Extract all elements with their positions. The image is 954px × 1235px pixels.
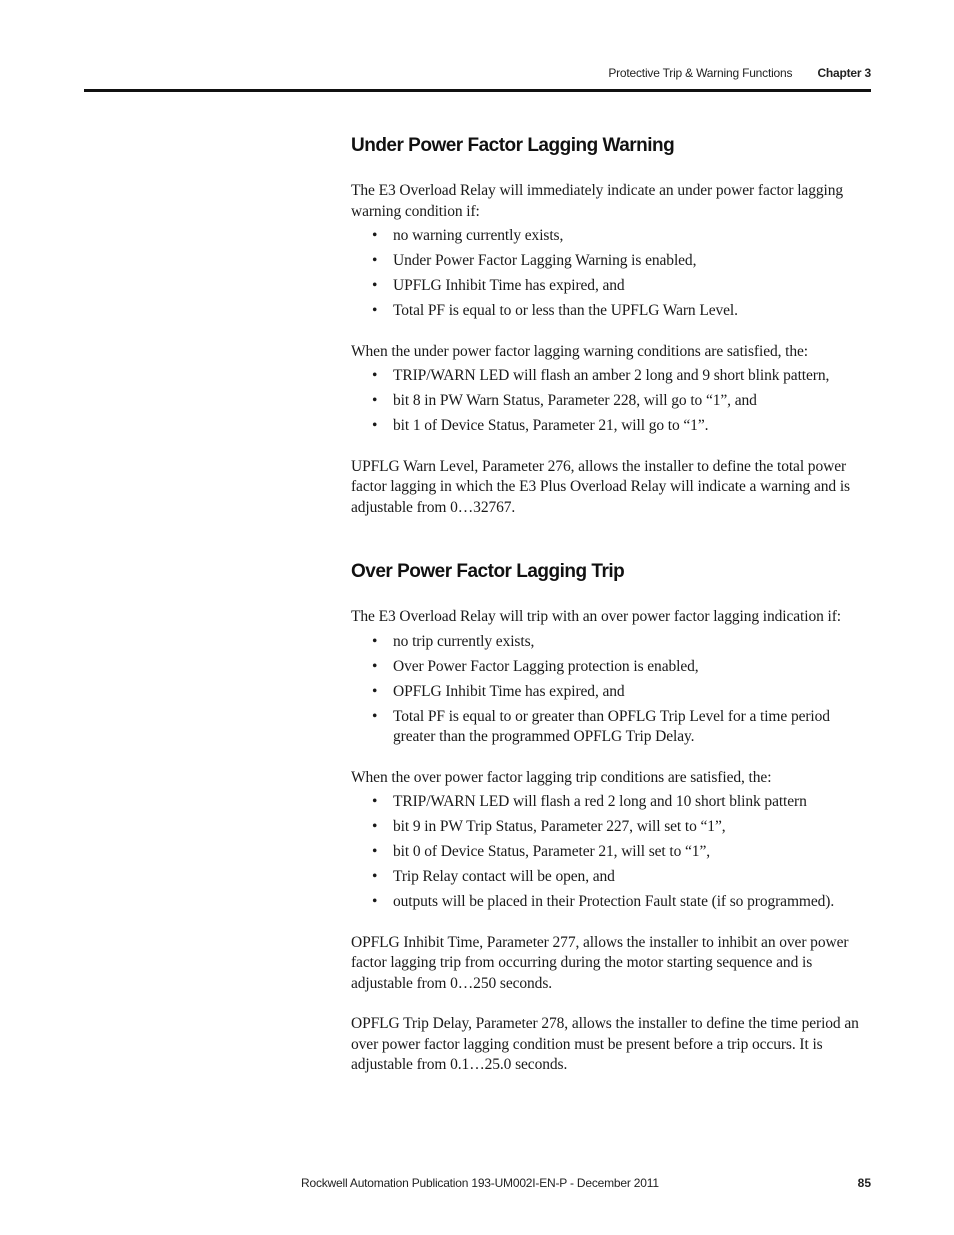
list-item: • Under Power Factor Lagging Warning is enabled, (351, 251, 873, 272)
page-content (351, 134, 873, 1096)
section2-conditions-list (351, 632, 873, 748)
section2-paragraph-trip-delay: OPFLG Trip Delay, Parameter 278, allows the installer to define the time period an over power factor lagging condition must be present before a trip occurs. It is adjustable from 0.1…25.0 seconds. (351, 1015, 859, 1073)
section-under-pf-lagging-warning (351, 134, 873, 518)
list-item: • Total PF is equal to or greater than OPFLG Trip Level for a time period greater than the programmed OPFLG Trip Delay. (351, 707, 873, 748)
list-item: • bit 9 in PW Trip Status, Parameter 227, will set to “1”, (351, 817, 873, 838)
list-item: • bit 1 of Device Status, Parameter 21, will go to “1”. (351, 416, 873, 437)
list-item: • Over Power Factor Lagging protection is enabled, (351, 657, 873, 678)
list-item: • TRIP/WARN LED will flash a red 2 long and 10 short blink pattern (351, 792, 873, 813)
list-item: • bit 8 in PW Warn Status, Parameter 228, will go to “1”, and (351, 391, 873, 412)
section1-intro: The E3 Overload Relay will immediately indicate an under power factor lagging warning condition if: (351, 182, 844, 220)
section2-result-intro: When the over power factor lagging trip conditions are satisfied, the: (351, 768, 772, 786)
section1-heading: Under Power Factor Lagging Warning (351, 135, 675, 156)
section1-paragraph: UPFLG Warn Level, Parameter 276, allows the installer to define the total power factor lagging in which the E3 Plus Overload Relay will indicate a warning and is adjustable from 0…32767. (351, 457, 850, 516)
page-number: 85 (857, 1176, 871, 1190)
section2-paragraph-inhibit-time: OPFLG Inhibit Time, Parameter 277, allows the installer to inhibit an over power factor lagging trip from occurring during the motor starting sequence and is adjustable from 0…250 seconds. (351, 933, 849, 992)
section1-results-list (351, 366, 873, 437)
section-over-pf-lagging-trip (351, 560, 873, 1076)
section2-results-list (351, 792, 873, 913)
list-item: • OPFLG Inhibit Time has expired, and (351, 682, 873, 703)
list-item: • UPFLG Inhibit Time has expired, and (351, 276, 873, 297)
section2-heading: Over Power Factor Lagging Trip (351, 561, 625, 582)
list-item: • no trip currently exists, (351, 632, 873, 653)
running-header (608, 66, 871, 80)
list-item: • Trip Relay contact will be open, and (351, 867, 873, 888)
list-item: • bit 0 of Device Status, Parameter 21, will set to “1”, (351, 842, 873, 863)
section1-result-intro: When the under power factor lagging warning conditions are satisfied, the: (351, 342, 809, 360)
header-section-title: Protective Trip & Warning Functions (608, 66, 793, 80)
list-item: • outputs will be placed in their Protection Fault state (if so programmed). (351, 892, 873, 913)
list-item: • TRIP/WARN LED will flash an amber 2 long and 9 short blink pattern, (351, 366, 873, 387)
list-item: • Total PF is equal to or less than the UPFLG Warn Level. (351, 301, 873, 322)
footer-publication: Rockwell Automation Publication 193-UM002I-EN-P - December 2011 (301, 1176, 659, 1190)
list-item: • no warning currently exists, (351, 226, 873, 247)
header-rule (84, 89, 871, 92)
header-chapter: Chapter 3 (817, 66, 871, 80)
section1-conditions-list (351, 226, 873, 322)
section2-intro: The E3 Overload Relay will trip with an over power factor lagging indication if: (351, 608, 842, 625)
